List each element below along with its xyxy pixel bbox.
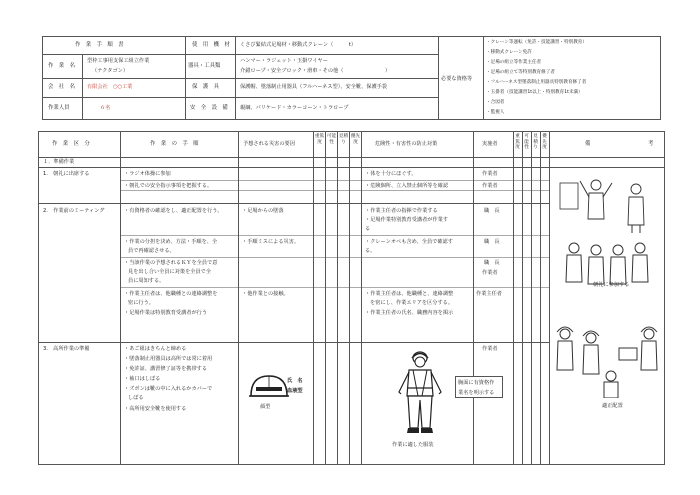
col-header-measures: 危険性・有害性の防止対策 — [375, 141, 438, 147]
row3-procedure-5: ・ズボンは靴の中に入れるかカバーで — [124, 386, 213, 392]
company-value: 有限会社 ○○工業 — [87, 84, 133, 90]
row1-measure-1: ・体を十分にほぐす。 — [365, 171, 417, 177]
row3-procedure-1: ・あご紐はきちんと締める — [124, 346, 187, 352]
worker-note-2: 業名を明示する — [458, 390, 495, 396]
row1-procedure-2: ・朝礼での安全指示事項を把握する。 — [124, 183, 213, 189]
ppe-label: 保 護 具 — [192, 84, 219, 90]
proper-assignment-icon — [555, 320, 663, 398]
procedure-doc-title: 作 業 手 順 書 — [75, 42, 124, 48]
tools-value-1: ハンマー・ラジェット・玉掛ワイヤー — [240, 58, 328, 64]
row2-person-3a: 職 長 — [484, 260, 500, 266]
row2-procedure-4a: ・作業主任者は、他職種との連絡調整を — [124, 291, 218, 297]
row2-person-1: 職 長 — [484, 208, 500, 214]
row1-person-1: 作業者 — [482, 171, 498, 177]
col-header-priority: 優先度 — [350, 134, 361, 145]
worker-note-1: 胸面に有資格作 — [458, 380, 495, 386]
row3-procedure-4: ・袖口はしぼる — [124, 376, 161, 382]
row2-measure-2b: る。 — [365, 248, 376, 254]
row2-measure-1c: る — [365, 226, 371, 232]
row3-procedure-5b: しぼる — [128, 395, 144, 401]
col-header-procedure: 作 業 の 手 順 — [150, 141, 199, 147]
col-header-severity-2: 重篤度 — [515, 134, 520, 151]
row2-procedure-4c: ・足場作業は特別教育受講者が行う — [124, 310, 208, 316]
company-label: 会 社 名 — [48, 84, 75, 90]
worker-figure-icon — [385, 348, 455, 438]
col-header-priority-2: 優先度 — [542, 134, 547, 151]
qualification-item: ・玉掛者（技能講習1t以上・特別教育1t未満） — [486, 90, 583, 95]
row2-person-3b: 作業者 — [482, 270, 498, 276]
work-name-value: 型枠工事用支保工組立作業 — [87, 58, 150, 64]
work-name-label: 作 業 名 — [48, 63, 75, 69]
row2-measure-2a: ・クレーンオペも含め、全員で確認す — [365, 239, 453, 245]
worker-caption: 作業に適した服装 — [392, 442, 434, 448]
qualification-item: ・移動式クレーン免許 — [486, 50, 532, 55]
qualification-item: ・合図者 — [486, 100, 505, 105]
work-name-sub: （ナクタゴン） — [92, 68, 129, 74]
workers-value: ６名 — [100, 105, 111, 111]
row2-procedure-3c: 員に周知する。 — [128, 278, 165, 284]
helmet-icon — [248, 372, 290, 406]
col-header-severity: 重篤度 — [314, 134, 325, 145]
helmet-caption: 顔型 — [260, 404, 271, 410]
row2-measure-1b: ・足場作業特別教育受講者が作業す — [365, 217, 449, 223]
row3-procedure-2: ・墜落制止用器具は高所では常に着用 — [124, 356, 213, 362]
row2-measure-1a: ・作業主任者の指揮で作業する — [365, 208, 438, 214]
col-header-category: 作 業 区 分 — [52, 141, 90, 147]
row3-category: 3. 高所作業の準備 — [43, 346, 90, 352]
row2-hazard-2: ・手順ミスによる災害。 — [242, 239, 300, 245]
helmet-label-name: 氏 名 — [287, 378, 303, 384]
tools-value-2: 介錯ロープ・安全ブロック・滑車・その他（ ） — [240, 68, 391, 74]
row1-procedure-1: ・ラジオ体操に参加 — [124, 171, 171, 177]
row2-procedure-2b: 員で再確認させる。 — [128, 248, 175, 254]
safety-equipment-value: 親綱、バリケード・カラーコーン・トラロープ — [240, 105, 349, 111]
col-header-estimate: 見積り — [338, 134, 349, 145]
col-header-possibility: 可能性 — [326, 134, 337, 145]
tools-label: 器具・工具類 — [188, 63, 221, 69]
col-header-hazard: 予想される災害の要因 — [243, 141, 295, 147]
row3-procedure-6: ・高所用安全靴を使用する — [124, 406, 187, 412]
row2-measure-4b: を密にし、作業エリアを区分する。 — [370, 300, 454, 306]
row2-procedure-1: ・有資格者の確認をし、適正配置を行う。 — [124, 208, 223, 214]
equipment-label: 使 用 機 材 — [192, 42, 230, 48]
row2-measure-4c: ・作業主任者の氏名、職務内容を掲示 — [365, 310, 454, 316]
row1-person-2: 作業者 — [482, 183, 498, 189]
row2-procedure-3b: 見を出し合い全員に対策を全員で全 — [128, 269, 212, 275]
col-header-person: 実施者 — [482, 141, 498, 147]
row3-person-1: 作業者 — [482, 346, 498, 352]
col-header-possibility-2: 可能性 — [524, 134, 529, 151]
row2-procedure-3a: ・当該作業の予想されるＫＹを全員で意 — [124, 260, 218, 266]
col-header-remarks-1: 備 — [585, 141, 591, 147]
remarks-caption-2: 適正配置 — [602, 403, 623, 409]
equipment-value: くさび緊結式足場材・移動式クレーン（ t） — [240, 42, 357, 48]
col-header-remarks-2: 考 — [648, 141, 654, 147]
qualification-item: ・フルハーネス型墜落制止用器具特別教育修了者 — [486, 80, 587, 85]
safety-equipment-label: 安 全 設 備 — [190, 105, 228, 111]
qualification-item: ・クレーン等運転（免許・技能講習・特別教育） — [486, 40, 587, 45]
row2-hazard-1: ・足場からの墜落 — [242, 208, 284, 214]
row2-hazard-4: ・他作業との接触。 — [242, 291, 289, 297]
col-header-estimate-2: 見積り — [533, 134, 538, 151]
ppe-value: 保護帽、墜落制止用器具（フルハーネス型）、安全靴、保護手袋 — [240, 84, 388, 90]
row2-procedure-4b: 密に行う。 — [128, 300, 154, 306]
row3-procedure-3: ・免許証、講習修了証等を携帯する — [124, 366, 208, 372]
qualifications-label: 必要な資格等 — [441, 76, 473, 82]
row2-measure-4a: ・作業主任者は、他職種と、連絡調整 — [365, 291, 454, 297]
helmet-label-blood: 血液型 — [287, 388, 303, 394]
workers-label: 作業人員 — [48, 105, 70, 111]
row1-measure-2: ・危険個所、立入禁止個所等を確認 — [365, 183, 449, 189]
qualification-item: ・足場の組立等作業主任者 — [486, 60, 542, 65]
section-title: １．準備作業 — [43, 159, 75, 165]
row2-category: 2. 作業前のミーティング — [43, 208, 105, 214]
qualification-item: ・監視人 — [486, 110, 505, 115]
row2-person-2: 職 長 — [484, 239, 500, 245]
morning-assembly-top-icon — [556, 169, 662, 235]
qualification-item: ・足場の組立て等特別教育修了者 — [486, 70, 555, 75]
row2-procedure-2a: ・作業の分担を決め、方法・手順を、全 — [124, 239, 218, 245]
row2-person-4: 作業主任者 — [476, 291, 502, 297]
remarks-caption-1: 朝礼に参加する — [593, 282, 630, 288]
row1-category: 1. 朝礼に出席する — [43, 171, 90, 177]
